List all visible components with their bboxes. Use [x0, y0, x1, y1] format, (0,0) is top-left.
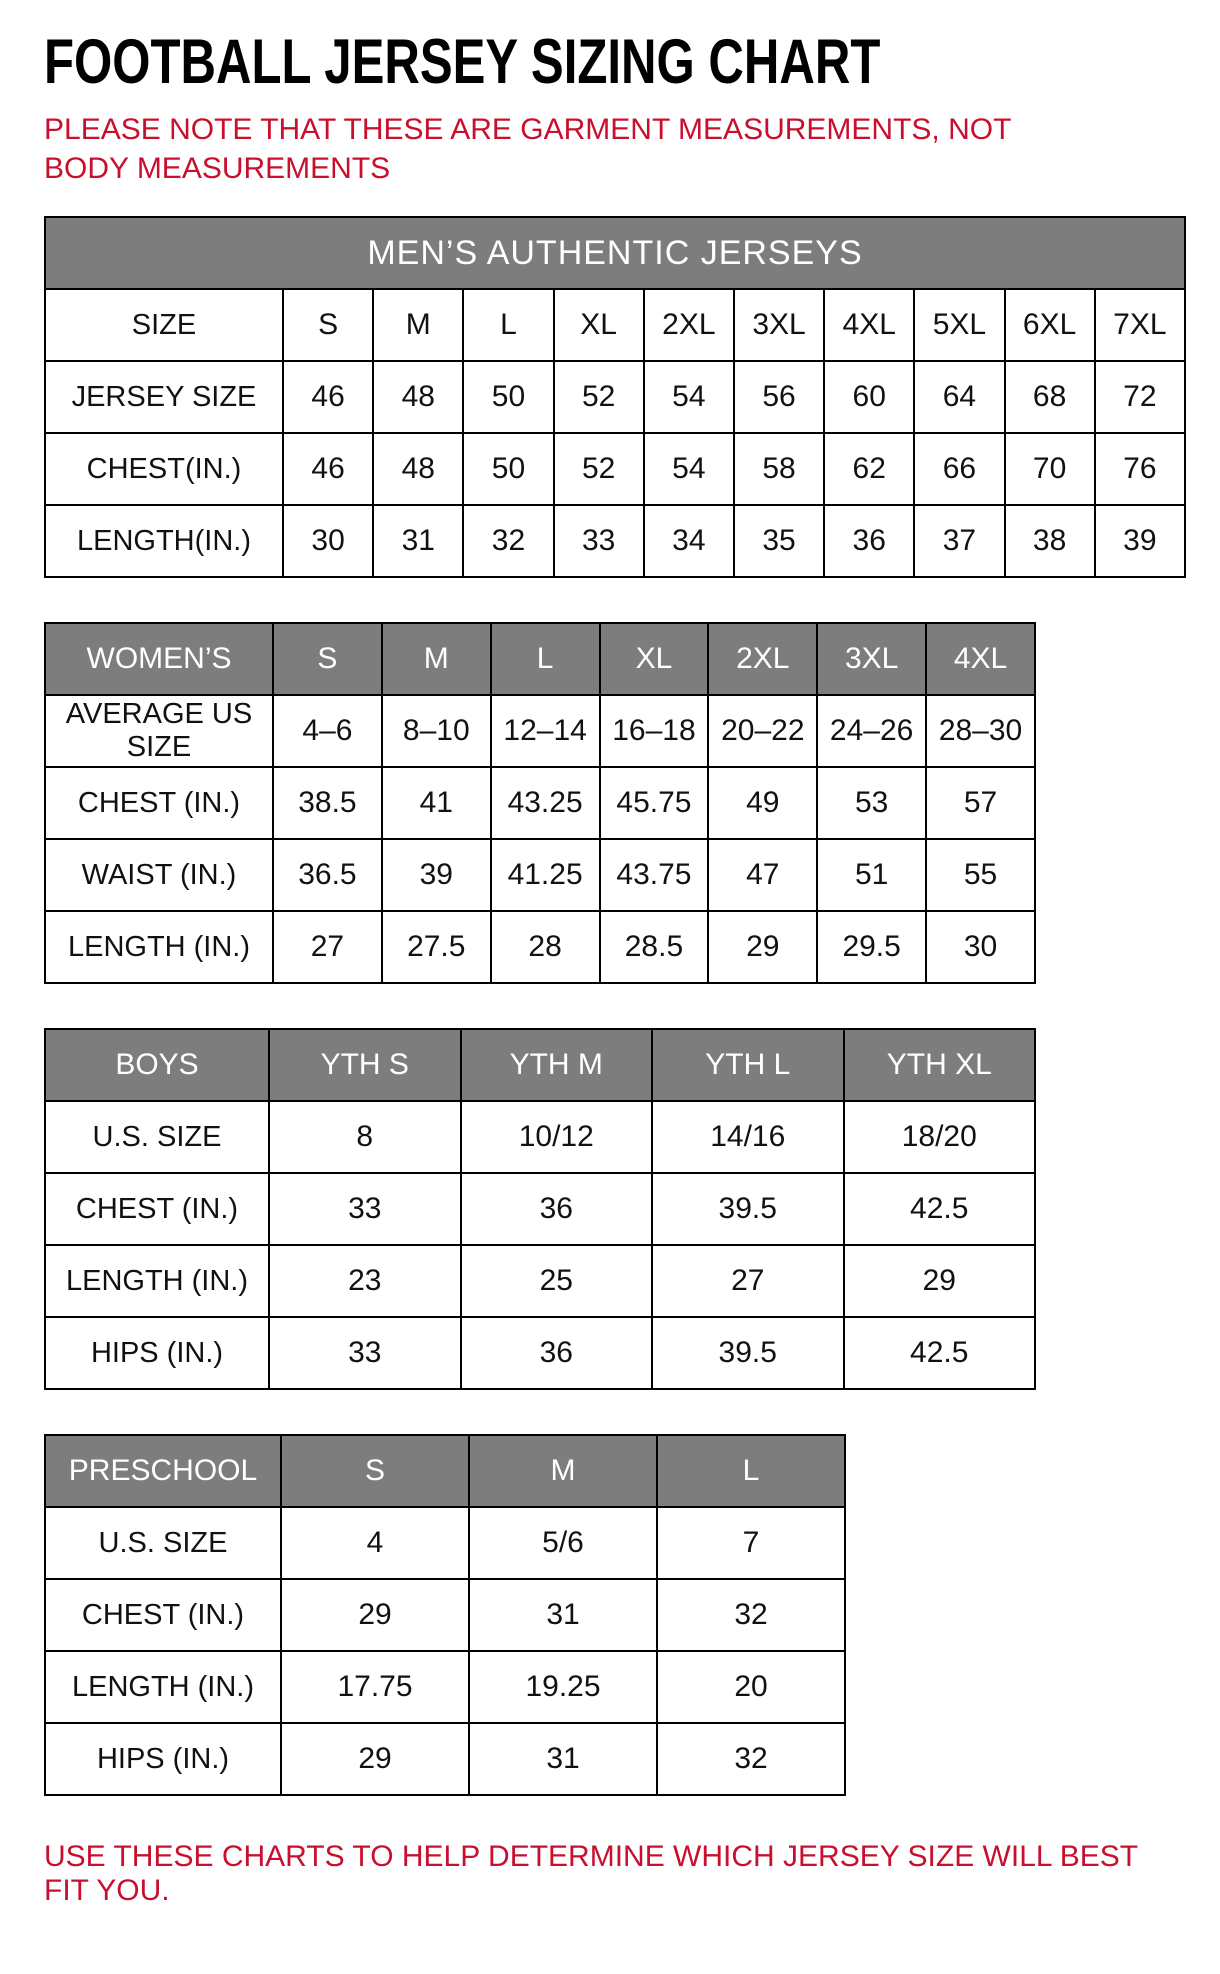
- table-row: [45, 1723, 845, 1795]
- value-cell: 3XL: [734, 289, 824, 361]
- preschool-table-title: PRESCHOOL: [45, 1435, 281, 1507]
- value-cell: 43.25: [491, 767, 600, 839]
- table-row: [45, 505, 1185, 577]
- value-cell: 43.75: [600, 839, 709, 911]
- value-cell: 36: [824, 505, 914, 577]
- value-cell: 32: [657, 1723, 845, 1795]
- value-cell: 62: [824, 433, 914, 505]
- value-cell: 42.5: [844, 1173, 1036, 1245]
- value-cell: 42.5: [844, 1317, 1036, 1389]
- row-label-cell: CHEST (IN.): [45, 1579, 281, 1651]
- value-cell: 57: [926, 767, 1035, 839]
- value-cell: 12–14: [491, 695, 600, 767]
- value-cell: 33: [269, 1317, 461, 1389]
- value-cell: 47: [708, 839, 817, 911]
- page-title-wrap: [44, 18, 1180, 110]
- value-cell: 29.5: [817, 911, 926, 983]
- value-cell: 37: [914, 505, 1004, 577]
- value-cell: 58: [734, 433, 824, 505]
- value-cell: 52: [554, 433, 644, 505]
- value-cell: 29: [844, 1245, 1036, 1317]
- boys-table-title: BOYS: [45, 1029, 269, 1101]
- table-header-row: [45, 1029, 1035, 1101]
- value-cell: 39.5: [652, 1173, 844, 1245]
- column-header-cell: YTH M: [461, 1029, 653, 1101]
- row-label-cell: CHEST(IN.): [45, 433, 283, 505]
- value-cell: 36.5: [273, 839, 382, 911]
- garment-measurement-note: PLEASE NOTE THAT THESE ARE GARMENT MEASUREMENTS, NOT BODY MEASUREMENTS: [44, 113, 1011, 185]
- row-label-cell: WAIST (IN.): [45, 839, 273, 911]
- value-cell: 18/20: [844, 1101, 1036, 1173]
- table-row: [45, 1651, 845, 1723]
- value-cell: 53: [817, 767, 926, 839]
- value-cell: 27: [273, 911, 382, 983]
- value-cell: 28–30: [926, 695, 1035, 767]
- value-cell: 20–22: [708, 695, 817, 767]
- column-header-cell: YTH L: [652, 1029, 844, 1101]
- value-cell: 36: [461, 1317, 653, 1389]
- mens-sizing-table: [44, 216, 1186, 578]
- table-row: [45, 289, 1185, 361]
- value-cell: 48: [373, 361, 463, 433]
- value-cell: 38.5: [273, 767, 382, 839]
- value-cell: 29: [281, 1723, 469, 1795]
- value-cell: 31: [469, 1723, 657, 1795]
- value-cell: L: [463, 289, 553, 361]
- row-label-cell: LENGTH (IN.): [45, 1245, 269, 1317]
- value-cell: 24–26: [817, 695, 926, 767]
- column-header-cell: M: [382, 623, 491, 695]
- value-cell: 5/6: [469, 1507, 657, 1579]
- table-row: [45, 767, 1035, 839]
- value-cell: 51: [817, 839, 926, 911]
- value-cell: 10/12: [461, 1101, 653, 1173]
- womens-table-container: [44, 622, 1180, 984]
- value-cell: 54: [644, 361, 734, 433]
- table-row: [45, 1173, 1035, 1245]
- table-row: [45, 1101, 1035, 1173]
- value-cell: 30: [926, 911, 1035, 983]
- value-cell: 72: [1095, 361, 1185, 433]
- row-label-cell: LENGTH (IN.): [45, 911, 273, 983]
- value-cell: 19.25: [469, 1651, 657, 1723]
- value-cell: 55: [926, 839, 1035, 911]
- value-cell: 66: [914, 433, 1004, 505]
- row-label-cell: AVERAGE US SIZE: [45, 695, 273, 767]
- value-cell: 30: [283, 505, 373, 577]
- column-header-cell: L: [657, 1435, 845, 1507]
- value-cell: 39: [1095, 505, 1185, 577]
- value-cell: 7: [657, 1507, 845, 1579]
- value-cell: 33: [554, 505, 644, 577]
- value-cell: XL: [554, 289, 644, 361]
- column-header-cell: M: [469, 1435, 657, 1507]
- womens-table-title: WOMEN’S: [45, 623, 273, 695]
- value-cell: 16–18: [600, 695, 709, 767]
- column-header-cell: S: [273, 623, 382, 695]
- value-cell: 70: [1005, 433, 1095, 505]
- table-row: [45, 911, 1035, 983]
- womens-sizing-table: [44, 622, 1036, 984]
- value-cell: 20: [657, 1651, 845, 1723]
- table-row: [45, 1245, 1035, 1317]
- footer-note: USE THESE CHARTS TO HELP DETERMINE WHICH JERSEY SIZE WILL BEST FIT YOU.: [44, 1840, 1138, 1907]
- value-cell: 4–6: [273, 695, 382, 767]
- value-cell: 29: [708, 911, 817, 983]
- row-label-cell: HIPS (IN.): [45, 1317, 269, 1389]
- table-row: [45, 1507, 845, 1579]
- mens-table-title: MEN’S AUTHENTIC JERSEYS: [45, 217, 1185, 289]
- value-cell: 2XL: [644, 289, 734, 361]
- value-cell: 56: [734, 361, 824, 433]
- row-label-cell: CHEST (IN.): [45, 1173, 269, 1245]
- value-cell: 38: [1005, 505, 1095, 577]
- table-row: [45, 1317, 1035, 1389]
- table-header-row: [45, 217, 1185, 289]
- row-label-cell: LENGTH(IN.): [45, 505, 283, 577]
- value-cell: 49: [708, 767, 817, 839]
- value-cell: 52: [554, 361, 644, 433]
- column-header-cell: 3XL: [817, 623, 926, 695]
- value-cell: 23: [269, 1245, 461, 1317]
- value-cell: 76: [1095, 433, 1185, 505]
- value-cell: 27: [652, 1245, 844, 1317]
- preschool-table-container: [44, 1434, 1180, 1796]
- value-cell: 28: [491, 911, 600, 983]
- value-cell: M: [373, 289, 463, 361]
- table-row: [45, 695, 1035, 767]
- boys-table-container: [44, 1028, 1180, 1390]
- value-cell: 46: [283, 361, 373, 433]
- table-row: [45, 361, 1185, 433]
- preschool-sizing-table: [44, 1434, 846, 1796]
- value-cell: 28.5: [600, 911, 709, 983]
- value-cell: 39: [382, 839, 491, 911]
- column-header-cell: YTH S: [269, 1029, 461, 1101]
- value-cell: 46: [283, 433, 373, 505]
- column-header-cell: L: [491, 623, 600, 695]
- value-cell: 41.25: [491, 839, 600, 911]
- boys-sizing-table: [44, 1028, 1036, 1390]
- value-cell: 64: [914, 361, 1004, 433]
- value-cell: 39.5: [652, 1317, 844, 1389]
- value-cell: 50: [463, 361, 553, 433]
- page-title: FOOTBALL JERSEY SIZING CHART: [44, 27, 881, 97]
- value-cell: 32: [657, 1579, 845, 1651]
- column-header-cell: S: [281, 1435, 469, 1507]
- value-cell: 33: [269, 1173, 461, 1245]
- value-cell: 60: [824, 361, 914, 433]
- value-cell: 31: [373, 505, 463, 577]
- value-cell: 34: [644, 505, 734, 577]
- value-cell: 35: [734, 505, 824, 577]
- value-cell: 6XL: [1005, 289, 1095, 361]
- value-cell: 5XL: [914, 289, 1004, 361]
- value-cell: 31: [469, 1579, 657, 1651]
- table-row: [45, 839, 1035, 911]
- table-header-row: [45, 623, 1035, 695]
- row-label-cell: SIZE: [45, 289, 283, 361]
- column-header-cell: 2XL: [708, 623, 817, 695]
- value-cell: 48: [373, 433, 463, 505]
- column-header-cell: XL: [600, 623, 709, 695]
- value-cell: 68: [1005, 361, 1095, 433]
- value-cell: 25: [461, 1245, 653, 1317]
- row-label-cell: U.S. SIZE: [45, 1101, 269, 1173]
- value-cell: 27.5: [382, 911, 491, 983]
- value-cell: 41: [382, 767, 491, 839]
- column-header-cell: 4XL: [926, 623, 1035, 695]
- value-cell: 50: [463, 433, 553, 505]
- value-cell: 7XL: [1095, 289, 1185, 361]
- value-cell: 14/16: [652, 1101, 844, 1173]
- row-label-cell: HIPS (IN.): [45, 1723, 281, 1795]
- value-cell: 36: [461, 1173, 653, 1245]
- value-cell: 8: [269, 1101, 461, 1173]
- value-cell: 54: [644, 433, 734, 505]
- value-cell: 17.75: [281, 1651, 469, 1723]
- column-header-cell: YTH XL: [844, 1029, 1036, 1101]
- value-cell: 29: [281, 1579, 469, 1651]
- value-cell: 8–10: [382, 695, 491, 767]
- value-cell: 4XL: [824, 289, 914, 361]
- value-cell: S: [283, 289, 373, 361]
- value-cell: 45.75: [600, 767, 709, 839]
- row-label-cell: JERSEY SIZE: [45, 361, 283, 433]
- table-row: [45, 1579, 845, 1651]
- value-cell: 4: [281, 1507, 469, 1579]
- row-label-cell: U.S. SIZE: [45, 1507, 281, 1579]
- table-row: [45, 433, 1185, 505]
- mens-table-container: [44, 216, 1180, 578]
- row-label-cell: LENGTH (IN.): [45, 1651, 281, 1723]
- row-label-cell: CHEST (IN.): [45, 767, 273, 839]
- table-header-row: [45, 1435, 845, 1507]
- value-cell: 32: [463, 505, 553, 577]
